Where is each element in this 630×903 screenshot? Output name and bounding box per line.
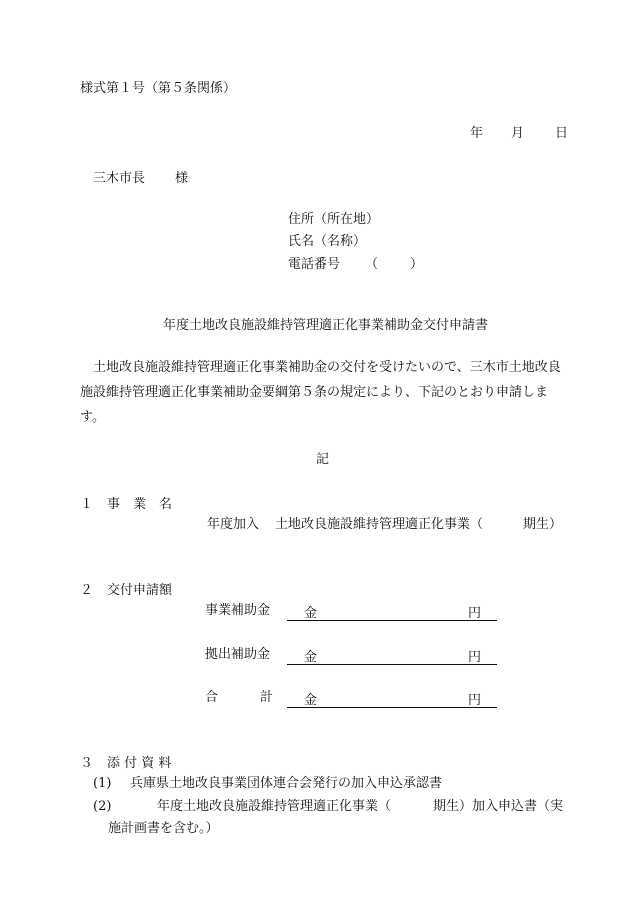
section2-number: ２ (80, 583, 94, 598)
yen-mark: 円 (468, 693, 482, 708)
yen-mark: 円 (468, 650, 482, 665)
attachment-2-number: (2) (93, 799, 112, 814)
section1-suffix: 期生） (523, 517, 563, 532)
attachment-2-text-b: 期生）加入申込書（実 (433, 799, 564, 814)
section1-prefix: 年度加入 (207, 517, 260, 532)
kin-mark: 金 (304, 650, 318, 665)
ki-heading: 記 (316, 452, 330, 467)
attachment-2-text-c: 施計画書を含む。） (108, 821, 219, 836)
body-paragraph: 土地改良施設維持管理適正化事業補助金の交付を受けたいので、三木市土地改良施設維持管理適正化事業補助金要綱第５条の規定により、下記のとおり申請します。 (80, 360, 561, 425)
amount-label-total-b: 計 (260, 690, 274, 705)
phone-close-paren: ） (410, 257, 424, 272)
amount-label-total-a: 合 (205, 690, 219, 705)
recipient-honorific: 様 (175, 171, 189, 186)
amount-field-total (287, 689, 497, 708)
date-month: 月 (511, 126, 525, 141)
amount-label-contribution: 拠出補助金 (205, 647, 271, 662)
amount-label-business: 事業補助金 (205, 603, 271, 618)
section1-number: １ (80, 497, 94, 512)
amount-field-business (287, 602, 497, 621)
yen-mark: 円 (468, 606, 482, 621)
attachment-2-text-a: 年度土地改良施設維持管理適正化事業（ (157, 799, 392, 814)
applicant-name-label: 氏名（名称） (288, 234, 367, 249)
section1-project-name: 土地改良施設維持管理適正化事業（ (275, 517, 484, 532)
section1-label: 事 業 名 (107, 497, 173, 512)
section3-label: 添 付 資 料 (107, 756, 172, 771)
applicant-address-label: 住所（所在地） (288, 212, 380, 227)
date-year: 年 (470, 126, 484, 141)
amount-field-contribution (287, 646, 497, 665)
kin-mark: 金 (304, 606, 318, 621)
section2-label: 交付申請額 (107, 583, 173, 598)
recipient-name: 三木市長 (93, 171, 146, 186)
phone-open-paren: （ (365, 257, 379, 272)
date-day: 日 (555, 126, 569, 141)
section3-number: ３ (80, 756, 94, 771)
attachment-1-text: 兵庫県土地改良事業団体連合会発行の加入申込承認書 (130, 776, 443, 791)
form-number: 様式第１号（第５条関係） (80, 81, 237, 96)
document-title: 年度土地改良施設維持管理適正化事業補助金交付申請書 (163, 318, 489, 333)
attachment-1-number: (1) (93, 776, 112, 791)
applicant-phone-label: 電話番号 (288, 257, 341, 272)
kin-mark: 金 (304, 693, 318, 708)
